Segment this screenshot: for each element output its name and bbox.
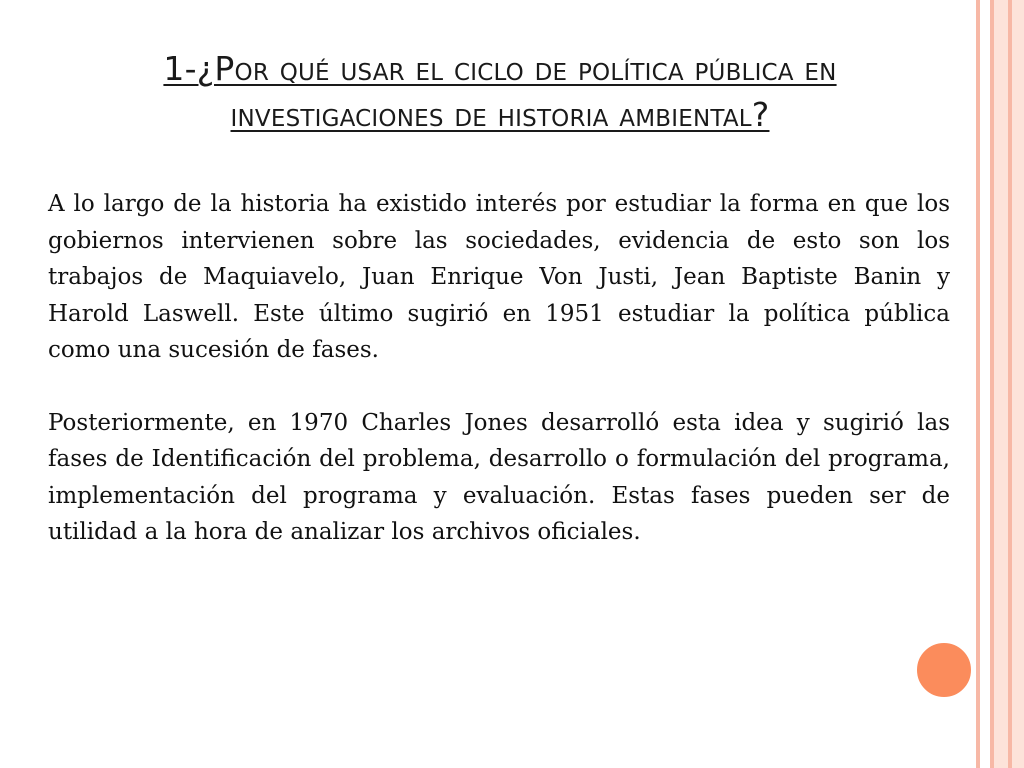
stripe [994, 0, 1008, 768]
slide-title: 1-¿Por qué usar el ciclo de política pública en investigaciones de historia ambiental? [163, 49, 837, 134]
stripe [980, 0, 990, 768]
paragraph-1: A lo largo de la historia ha existido interés por estudiar la forma en que los gobiernos intervienen sobre las sociedades, evidencia de esto son los trabajos de Maquiavelo, Juan Enrique Von Justi, Jean Baptiste Banin y Harold Laswell. Este último sugirió en 1951 estudiar la política pública como una sucesión de fases. [48, 191, 950, 363]
paragraph-2: Posteriormente, en 1970 Charles Jones desarrolló esta idea y sugirió las fases de Identificación del problema, desarrollo o formulación del programa, implementación del programa y evaluación. Estas fases pueden ser de utilidad a la hora de analizar los archivos oficiales. [48, 409, 950, 545]
stripe [1012, 0, 1024, 768]
decorative-stripes [976, 0, 1024, 768]
decorative-circle [914, 640, 974, 700]
slide-body [48, 186, 950, 551]
